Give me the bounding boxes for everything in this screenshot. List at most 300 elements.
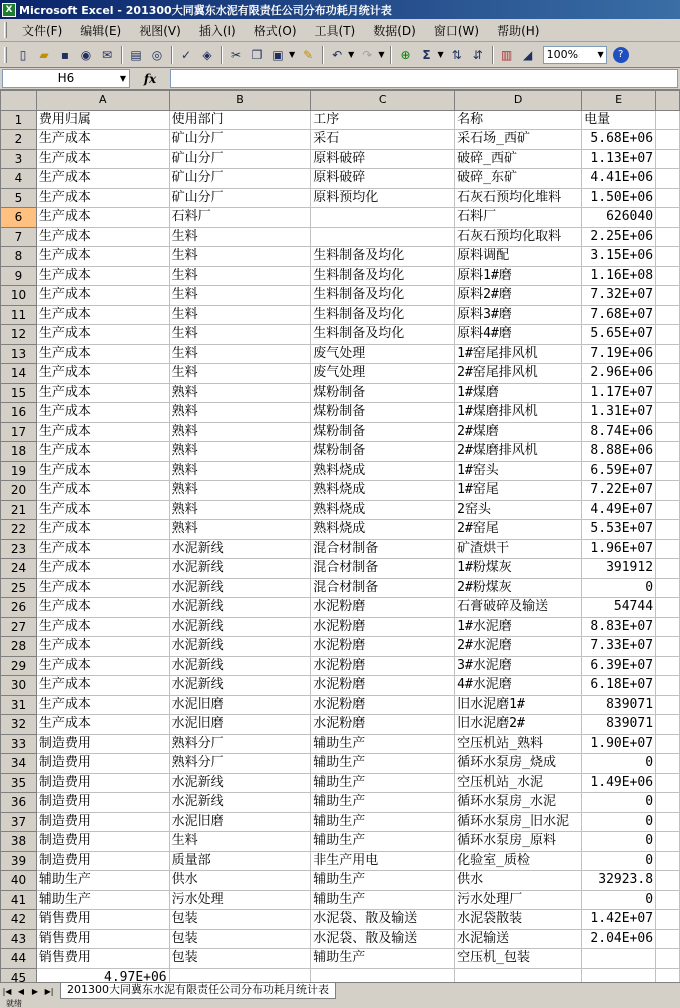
cell-d[interactable]: 1#窑尾排风机 bbox=[455, 344, 582, 364]
cell-f[interactable] bbox=[656, 520, 680, 540]
hyperlink-icon[interactable]: ⊕ bbox=[400, 47, 411, 62]
cell-c[interactable]: 煤粉制备 bbox=[311, 422, 455, 442]
cell-f[interactable] bbox=[656, 851, 680, 871]
menu-edit[interactable]: 编辑(E) bbox=[80, 23, 122, 38]
cell-a[interactable]: 生产成本 bbox=[36, 422, 169, 442]
cell-d[interactable]: 破碎_东矿 bbox=[455, 169, 582, 189]
cell-c[interactable]: 水泥粉磨 bbox=[311, 695, 455, 715]
menu-format[interactable]: 格式(O) bbox=[253, 23, 297, 38]
cell-a[interactable]: 生产成本 bbox=[36, 227, 169, 247]
row-header[interactable]: 42 bbox=[1, 910, 37, 930]
cell-d[interactable]: 原料1#磨 bbox=[455, 266, 582, 286]
row-header[interactable]: 4 bbox=[1, 169, 37, 189]
cell-a[interactable]: 费用归属 bbox=[36, 110, 169, 130]
cell-f[interactable] bbox=[656, 715, 680, 735]
cell-e[interactable]: 2.96E+06 bbox=[582, 364, 656, 384]
cell-b[interactable]: 质量部 bbox=[169, 851, 311, 871]
cell-c[interactable]: 废气处理 bbox=[311, 364, 455, 384]
row-header[interactable]: 19 bbox=[1, 461, 37, 481]
cell-f[interactable] bbox=[656, 110, 680, 130]
cell-c[interactable]: 水泥粉磨 bbox=[311, 598, 455, 618]
cell-c[interactable]: 混合材制备 bbox=[311, 578, 455, 598]
cell-e[interactable]: 839071 bbox=[582, 715, 656, 735]
cell-b[interactable]: 供水 bbox=[169, 871, 311, 891]
cell-b[interactable]: 石料厂 bbox=[169, 208, 311, 228]
cell-d[interactable]: 3#水泥磨 bbox=[455, 656, 582, 676]
cell-b[interactable]: 水泥新线 bbox=[169, 539, 311, 559]
cell-e[interactable]: 5.65E+07 bbox=[582, 325, 656, 345]
cell-d[interactable]: 空压机_包装 bbox=[455, 949, 582, 969]
cell-c[interactable]: 辅助生产 bbox=[311, 734, 455, 754]
print-preview-icon[interactable]: ◎ bbox=[151, 47, 163, 62]
cell-f[interactable] bbox=[656, 364, 680, 384]
cell-e[interactable] bbox=[582, 949, 656, 969]
cell-a[interactable]: 生产成本 bbox=[36, 383, 169, 403]
cell-d[interactable]: 矿渣烘干 bbox=[455, 539, 582, 559]
sort-ascending-icon[interactable]: ⇅ bbox=[451, 47, 462, 62]
cell-d[interactable]: 2#煤磨 bbox=[455, 422, 582, 442]
cell-f[interactable] bbox=[656, 188, 680, 208]
cell-c[interactable] bbox=[311, 968, 455, 982]
spelling-icon[interactable]: ✓ bbox=[180, 47, 192, 62]
cell-a[interactable]: 制造费用 bbox=[36, 793, 169, 813]
menu-help[interactable]: 帮助(H) bbox=[497, 23, 540, 38]
cell-b[interactable]: 水泥新线 bbox=[169, 617, 311, 637]
menu-insert[interactable]: 插入(I) bbox=[198, 23, 236, 38]
cell-d[interactable]: 1#煤磨 bbox=[455, 383, 582, 403]
cell-b[interactable]: 生料 bbox=[169, 266, 311, 286]
cell-b[interactable]: 生料 bbox=[169, 305, 311, 325]
column-header-c[interactable]: C bbox=[311, 91, 455, 111]
drawing-icon[interactable]: ◢ bbox=[523, 47, 533, 62]
cell-f[interactable] bbox=[656, 812, 680, 832]
cell-f[interactable] bbox=[656, 266, 680, 286]
cell-c[interactable]: 水泥袋、散及输送 bbox=[311, 910, 455, 930]
cell-d[interactable]: 循环水泵房_水泥 bbox=[455, 793, 582, 813]
row-header[interactable]: 33 bbox=[1, 734, 37, 754]
open-icon[interactable]: ▰ bbox=[39, 47, 49, 62]
cell-b[interactable] bbox=[169, 968, 311, 982]
first-sheet-icon[interactable]: |◀ bbox=[2, 986, 12, 996]
autosum-dropdown-icon[interactable]: ▼ bbox=[437, 50, 444, 59]
cell-c[interactable]: 混合材制备 bbox=[311, 539, 455, 559]
cell-d[interactable]: 破碎_西矿 bbox=[455, 149, 582, 169]
cell-c[interactable]: 熟料烧成 bbox=[311, 481, 455, 501]
row-header[interactable]: 6 bbox=[1, 208, 37, 228]
cell-b[interactable]: 熟料 bbox=[169, 461, 311, 481]
cell-d[interactable]: 空压机站_水泥 bbox=[455, 773, 582, 793]
cell-c[interactable]: 水泥粉磨 bbox=[311, 637, 455, 657]
cell-b[interactable]: 生料 bbox=[169, 364, 311, 384]
prev-sheet-icon[interactable]: ◀ bbox=[17, 986, 25, 996]
cell-f[interactable] bbox=[656, 227, 680, 247]
row-header[interactable]: 41 bbox=[1, 890, 37, 910]
cell-f[interactable] bbox=[656, 773, 680, 793]
name-box[interactable] bbox=[2, 69, 130, 88]
cell-e[interactable]: 391912 bbox=[582, 559, 656, 579]
cell-e[interactable]: 1.50E+06 bbox=[582, 188, 656, 208]
cell-a[interactable]: 生产成本 bbox=[36, 656, 169, 676]
cell-b[interactable]: 水泥旧磨 bbox=[169, 812, 311, 832]
cell-b[interactable]: 熟料 bbox=[169, 481, 311, 501]
row-header[interactable]: 24 bbox=[1, 559, 37, 579]
cell-d[interactable]: 石灰石预均化取料 bbox=[455, 227, 582, 247]
cell-e[interactable]: 0 bbox=[582, 578, 656, 598]
cell-c[interactable]: 辅助生产 bbox=[311, 793, 455, 813]
cell-a[interactable]: 生产成本 bbox=[36, 247, 169, 267]
cell-a[interactable]: 销售费用 bbox=[36, 949, 169, 969]
row-header[interactable]: 1 bbox=[1, 110, 37, 130]
cell-e[interactable]: 2.25E+06 bbox=[582, 227, 656, 247]
row-header[interactable]: 45 bbox=[1, 968, 37, 982]
cell-a[interactable]: 辅助生产 bbox=[36, 890, 169, 910]
row-header[interactable]: 2 bbox=[1, 130, 37, 150]
cell-d[interactable]: 原料调配 bbox=[455, 247, 582, 267]
row-header[interactable]: 44 bbox=[1, 949, 37, 969]
row-header[interactable]: 20 bbox=[1, 481, 37, 501]
permission-icon[interactable]: ◉ bbox=[80, 47, 92, 62]
cell-f[interactable] bbox=[656, 890, 680, 910]
cell-e[interactable]: 4.41E+06 bbox=[582, 169, 656, 189]
cell-b[interactable]: 矿山分厂 bbox=[169, 188, 311, 208]
row-header[interactable]: 10 bbox=[1, 286, 37, 306]
cell-e[interactable]: 1.42E+07 bbox=[582, 910, 656, 930]
cell-f[interactable] bbox=[656, 929, 680, 949]
cell-e[interactable]: 7.19E+06 bbox=[582, 344, 656, 364]
cell-d[interactable]: 原料2#磨 bbox=[455, 286, 582, 306]
row-header[interactable]: 11 bbox=[1, 305, 37, 325]
cell-e[interactable]: 0 bbox=[582, 890, 656, 910]
cell-f[interactable] bbox=[656, 500, 680, 520]
cell-e[interactable]: 8.74E+06 bbox=[582, 422, 656, 442]
cell-f[interactable] bbox=[656, 305, 680, 325]
undo-dropdown-icon[interactable]: ▼ bbox=[348, 50, 355, 59]
cell-d[interactable]: 化验室_质检 bbox=[455, 851, 582, 871]
cell-d[interactable]: 原料4#磨 bbox=[455, 325, 582, 345]
cell-e[interactable]: 5.53E+07 bbox=[582, 520, 656, 540]
cell-c[interactable]: 非生产用电 bbox=[311, 851, 455, 871]
row-header[interactable]: 9 bbox=[1, 266, 37, 286]
cell-a[interactable]: 生产成本 bbox=[36, 130, 169, 150]
cell-d[interactable]: 供水 bbox=[455, 871, 582, 891]
cell-e[interactable]: 1.16E+08 bbox=[582, 266, 656, 286]
cell-d[interactable]: 名称 bbox=[455, 110, 582, 130]
cell-c[interactable]: 水泥粉磨 bbox=[311, 676, 455, 696]
cell-e[interactable] bbox=[582, 968, 656, 982]
cell-c[interactable]: 水泥粉磨 bbox=[311, 617, 455, 637]
cell-f[interactable] bbox=[656, 149, 680, 169]
redo-icon[interactable]: ↷ bbox=[362, 47, 373, 62]
cell-a[interactable]: 生产成本 bbox=[36, 578, 169, 598]
cell-d[interactable]: 1#窑头 bbox=[455, 461, 582, 481]
row-header[interactable]: 29 bbox=[1, 656, 37, 676]
cell-b[interactable]: 熟料 bbox=[169, 500, 311, 520]
cell-c[interactable]: 辅助生产 bbox=[311, 773, 455, 793]
cell-e[interactable]: 3.15E+06 bbox=[582, 247, 656, 267]
cell-a[interactable]: 生产成本 bbox=[36, 188, 169, 208]
menu-file[interactable]: 文件(F) bbox=[22, 23, 63, 38]
row-header[interactable]: 25 bbox=[1, 578, 37, 598]
cell-a[interactable]: 制造费用 bbox=[36, 812, 169, 832]
cell-b[interactable]: 生料 bbox=[169, 325, 311, 345]
cell-f[interactable] bbox=[656, 325, 680, 345]
new-icon[interactable]: ▯ bbox=[19, 47, 27, 62]
cell-a[interactable]: 辅助生产 bbox=[36, 871, 169, 891]
row-header[interactable]: 23 bbox=[1, 539, 37, 559]
cell-d[interactable]: 循环水泵房_烧成 bbox=[455, 754, 582, 774]
email-icon[interactable]: ✉ bbox=[101, 47, 113, 62]
row-header[interactable]: 13 bbox=[1, 344, 37, 364]
row-header[interactable]: 12 bbox=[1, 325, 37, 345]
cell-e[interactable]: 6.18E+07 bbox=[582, 676, 656, 696]
cell-a[interactable]: 生产成本 bbox=[36, 481, 169, 501]
cell-b[interactable]: 水泥新线 bbox=[169, 656, 311, 676]
cell-f[interactable] bbox=[656, 442, 680, 462]
cell-d[interactable]: 2#窑尾 bbox=[455, 520, 582, 540]
cell-b[interactable]: 生料 bbox=[169, 227, 311, 247]
cell-a[interactable]: 制造费用 bbox=[36, 734, 169, 754]
column-header-e[interactable]: E bbox=[582, 91, 656, 111]
save-icon[interactable]: ▪ bbox=[60, 47, 70, 62]
cell-f[interactable] bbox=[656, 286, 680, 306]
cell-e[interactable]: 5.68E+06 bbox=[582, 130, 656, 150]
cell-b[interactable]: 生料 bbox=[169, 344, 311, 364]
undo-icon[interactable]: ↶ bbox=[332, 47, 343, 62]
cell-f[interactable] bbox=[656, 793, 680, 813]
cell-e[interactable]: 电量 bbox=[582, 110, 656, 130]
cell-a[interactable]: 销售费用 bbox=[36, 910, 169, 930]
cell-b[interactable]: 水泥新线 bbox=[169, 637, 311, 657]
row-header[interactable]: 8 bbox=[1, 247, 37, 267]
menu-data[interactable]: 数据(D) bbox=[373, 23, 416, 38]
cell-c[interactable]: 原料破碎 bbox=[311, 169, 455, 189]
cell-c[interactable]: 生料制备及均化 bbox=[311, 305, 455, 325]
cell-b[interactable]: 水泥新线 bbox=[169, 676, 311, 696]
cell-b[interactable]: 矿山分厂 bbox=[169, 130, 311, 150]
cell-a[interactable]: 生产成本 bbox=[36, 617, 169, 637]
cell-a[interactable]: 4.97E+06 bbox=[36, 968, 169, 982]
cut-icon[interactable]: ✂ bbox=[230, 47, 242, 62]
cell-f[interactable] bbox=[656, 754, 680, 774]
row-header[interactable]: 26 bbox=[1, 598, 37, 618]
zoom-select[interactable] bbox=[543, 46, 607, 64]
cell-b[interactable]: 水泥新线 bbox=[169, 598, 311, 618]
cell-b[interactable]: 水泥新线 bbox=[169, 578, 311, 598]
column-header-f[interactable] bbox=[656, 91, 680, 111]
cell-e[interactable]: 0 bbox=[582, 754, 656, 774]
cell-b[interactable]: 使用部门 bbox=[169, 110, 311, 130]
cell-c[interactable]: 水泥粉磨 bbox=[311, 715, 455, 735]
menu-view[interactable]: 视图(V) bbox=[139, 23, 181, 38]
row-header[interactable]: 28 bbox=[1, 637, 37, 657]
cell-d[interactable]: 旧水泥磨1# bbox=[455, 695, 582, 715]
cell-e[interactable]: 1.90E+07 bbox=[582, 734, 656, 754]
research-icon[interactable]: ◈ bbox=[202, 47, 212, 62]
row-header[interactable]: 22 bbox=[1, 520, 37, 540]
cell-f[interactable] bbox=[656, 247, 680, 267]
cell-d[interactable]: 污水处理厂 bbox=[455, 890, 582, 910]
cell-c[interactable]: 生料制备及均化 bbox=[311, 266, 455, 286]
cell-a[interactable]: 生产成本 bbox=[36, 637, 169, 657]
cell-a[interactable]: 生产成本 bbox=[36, 305, 169, 325]
cell-b[interactable]: 生料 bbox=[169, 832, 311, 852]
cell-c[interactable]: 熟料烧成 bbox=[311, 520, 455, 540]
cell-d[interactable]: 空压机站_熟料 bbox=[455, 734, 582, 754]
redo-dropdown-icon[interactable]: ▼ bbox=[378, 50, 385, 59]
paste-icon[interactable]: ▣ bbox=[272, 47, 284, 62]
cell-a[interactable]: 生产成本 bbox=[36, 149, 169, 169]
row-header[interactable]: 17 bbox=[1, 422, 37, 442]
cell-d[interactable]: 循环水泵房_原料 bbox=[455, 832, 582, 852]
cell-f[interactable] bbox=[656, 208, 680, 228]
sheet-tab-active[interactable]: 201300大同冀东水泥有限责任公司分布功耗月统计表 bbox=[60, 983, 336, 999]
cell-c[interactable]: 采石 bbox=[311, 130, 455, 150]
cell-b[interactable]: 污水处理 bbox=[169, 890, 311, 910]
cell-f[interactable] bbox=[656, 403, 680, 423]
cell-c[interactable]: 生料制备及均化 bbox=[311, 325, 455, 345]
cell-a[interactable]: 制造费用 bbox=[36, 851, 169, 871]
cell-f[interactable] bbox=[656, 676, 680, 696]
print-icon[interactable]: ▤ bbox=[130, 47, 142, 62]
formula-input[interactable] bbox=[170, 69, 678, 88]
cell-a[interactable]: 制造费用 bbox=[36, 832, 169, 852]
cell-a[interactable]: 生产成本 bbox=[36, 442, 169, 462]
cell-b[interactable]: 水泥新线 bbox=[169, 793, 311, 813]
cell-f[interactable] bbox=[656, 695, 680, 715]
cell-a[interactable]: 生产成本 bbox=[36, 559, 169, 579]
row-header[interactable]: 31 bbox=[1, 695, 37, 715]
cell-c[interactable] bbox=[311, 208, 455, 228]
help-icon[interactable]: ? bbox=[613, 47, 629, 63]
cell-e[interactable]: 1.17E+07 bbox=[582, 383, 656, 403]
insert-function-icon[interactable]: fx bbox=[143, 71, 157, 86]
cell-c[interactable]: 辅助生产 bbox=[311, 812, 455, 832]
cell-b[interactable]: 包装 bbox=[169, 910, 311, 930]
cell-e[interactable]: 54744 bbox=[582, 598, 656, 618]
cell-f[interactable] bbox=[656, 383, 680, 403]
cell-c[interactable]: 混合材制备 bbox=[311, 559, 455, 579]
cell-d[interactable]: 原料3#磨 bbox=[455, 305, 582, 325]
cell-f[interactable] bbox=[656, 461, 680, 481]
cell-d[interactable]: 石膏破碎及输送 bbox=[455, 598, 582, 618]
cell-c[interactable]: 辅助生产 bbox=[311, 890, 455, 910]
cell-b[interactable]: 包装 bbox=[169, 949, 311, 969]
cell-f[interactable] bbox=[656, 734, 680, 754]
cell-a[interactable]: 生产成本 bbox=[36, 286, 169, 306]
column-header-b[interactable]: B bbox=[169, 91, 311, 111]
cell-b[interactable]: 水泥新线 bbox=[169, 773, 311, 793]
cell-f[interactable] bbox=[656, 656, 680, 676]
row-header[interactable]: 38 bbox=[1, 832, 37, 852]
cell-a[interactable]: 生产成本 bbox=[36, 539, 169, 559]
cell-a[interactable]: 生产成本 bbox=[36, 364, 169, 384]
cell-f[interactable] bbox=[656, 578, 680, 598]
cell-b[interactable]: 熟料 bbox=[169, 520, 311, 540]
cell-f[interactable] bbox=[656, 637, 680, 657]
cell-c[interactable]: 工序 bbox=[311, 110, 455, 130]
cell-c[interactable]: 辅助生产 bbox=[311, 754, 455, 774]
menu-window[interactable]: 窗口(W) bbox=[433, 23, 480, 38]
cell-b[interactable]: 包装 bbox=[169, 929, 311, 949]
cell-b[interactable]: 矿山分厂 bbox=[169, 149, 311, 169]
cell-e[interactable]: 7.68E+07 bbox=[582, 305, 656, 325]
column-header-a[interactable]: A bbox=[36, 91, 169, 111]
row-header[interactable]: 21 bbox=[1, 500, 37, 520]
cell-f[interactable] bbox=[656, 539, 680, 559]
cell-d[interactable]: 2#水泥磨 bbox=[455, 637, 582, 657]
cell-f[interactable] bbox=[656, 598, 680, 618]
row-header[interactable]: 15 bbox=[1, 383, 37, 403]
cell-a[interactable]: 生产成本 bbox=[36, 695, 169, 715]
cell-c[interactable]: 原料预均化 bbox=[311, 188, 455, 208]
row-header[interactable]: 36 bbox=[1, 793, 37, 813]
cell-e[interactable]: 1.96E+07 bbox=[582, 539, 656, 559]
cell-b[interactable]: 生料 bbox=[169, 247, 311, 267]
row-header[interactable]: 14 bbox=[1, 364, 37, 384]
row-header[interactable]: 30 bbox=[1, 676, 37, 696]
cell-e[interactable]: 2.04E+06 bbox=[582, 929, 656, 949]
cell-b[interactable]: 熟料分厂 bbox=[169, 734, 311, 754]
cell-c[interactable]: 煤粉制备 bbox=[311, 383, 455, 403]
cell-e[interactable]: 7.32E+07 bbox=[582, 286, 656, 306]
cell-d[interactable]: 4#水泥磨 bbox=[455, 676, 582, 696]
cell-d[interactable]: 2#粉煤灰 bbox=[455, 578, 582, 598]
select-all-corner[interactable] bbox=[1, 91, 37, 111]
cell-c[interactable]: 煤粉制备 bbox=[311, 403, 455, 423]
cell-b[interactable]: 生料 bbox=[169, 286, 311, 306]
cell-d[interactable]: 水泥袋散装 bbox=[455, 910, 582, 930]
row-header[interactable]: 34 bbox=[1, 754, 37, 774]
cell-c[interactable]: 生料制备及均化 bbox=[311, 247, 455, 267]
cell-a[interactable]: 生产成本 bbox=[36, 461, 169, 481]
cell-a[interactable]: 销售费用 bbox=[36, 929, 169, 949]
cell-a[interactable]: 生产成本 bbox=[36, 500, 169, 520]
cell-e[interactable]: 839071 bbox=[582, 695, 656, 715]
cell-d[interactable]: 2窑头 bbox=[455, 500, 582, 520]
chart-wizard-icon[interactable]: ▥ bbox=[500, 47, 513, 62]
cell-d[interactable]: 石料厂 bbox=[455, 208, 582, 228]
cell-d[interactable]: 水泥输送 bbox=[455, 929, 582, 949]
cell-f[interactable] bbox=[656, 910, 680, 930]
cell-d[interactable]: 循环水泵房_旧水泥 bbox=[455, 812, 582, 832]
row-header[interactable]: 5 bbox=[1, 188, 37, 208]
cell-c[interactable]: 原料破碎 bbox=[311, 149, 455, 169]
cell-a[interactable]: 生产成本 bbox=[36, 598, 169, 618]
cell-a[interactable]: 生产成本 bbox=[36, 520, 169, 540]
row-header[interactable]: 40 bbox=[1, 871, 37, 891]
cell-b[interactable]: 熟料 bbox=[169, 403, 311, 423]
cell-c[interactable]: 熟料烧成 bbox=[311, 461, 455, 481]
row-header[interactable]: 39 bbox=[1, 851, 37, 871]
cell-c[interactable]: 水泥粉磨 bbox=[311, 656, 455, 676]
cell-f[interactable] bbox=[656, 871, 680, 891]
cell-c[interactable]: 熟料烧成 bbox=[311, 500, 455, 520]
cell-a[interactable]: 生产成本 bbox=[36, 676, 169, 696]
cell-d[interactable]: 1#窑尾 bbox=[455, 481, 582, 501]
cell-b[interactable]: 熟料 bbox=[169, 442, 311, 462]
cell-e[interactable]: 7.22E+07 bbox=[582, 481, 656, 501]
cell-e[interactable]: 0 bbox=[582, 793, 656, 813]
column-header-d[interactable]: D bbox=[455, 91, 582, 111]
autosum-icon[interactable]: Σ bbox=[422, 47, 431, 62]
row-header[interactable]: 18 bbox=[1, 442, 37, 462]
cell-d[interactable]: 1#粉煤灰 bbox=[455, 559, 582, 579]
cell-d[interactable]: 旧水泥磨2# bbox=[455, 715, 582, 735]
cell-f[interactable] bbox=[656, 559, 680, 579]
cell-d[interactable]: 1#水泥磨 bbox=[455, 617, 582, 637]
cell-f[interactable] bbox=[656, 422, 680, 442]
cell-a[interactable]: 制造费用 bbox=[36, 773, 169, 793]
